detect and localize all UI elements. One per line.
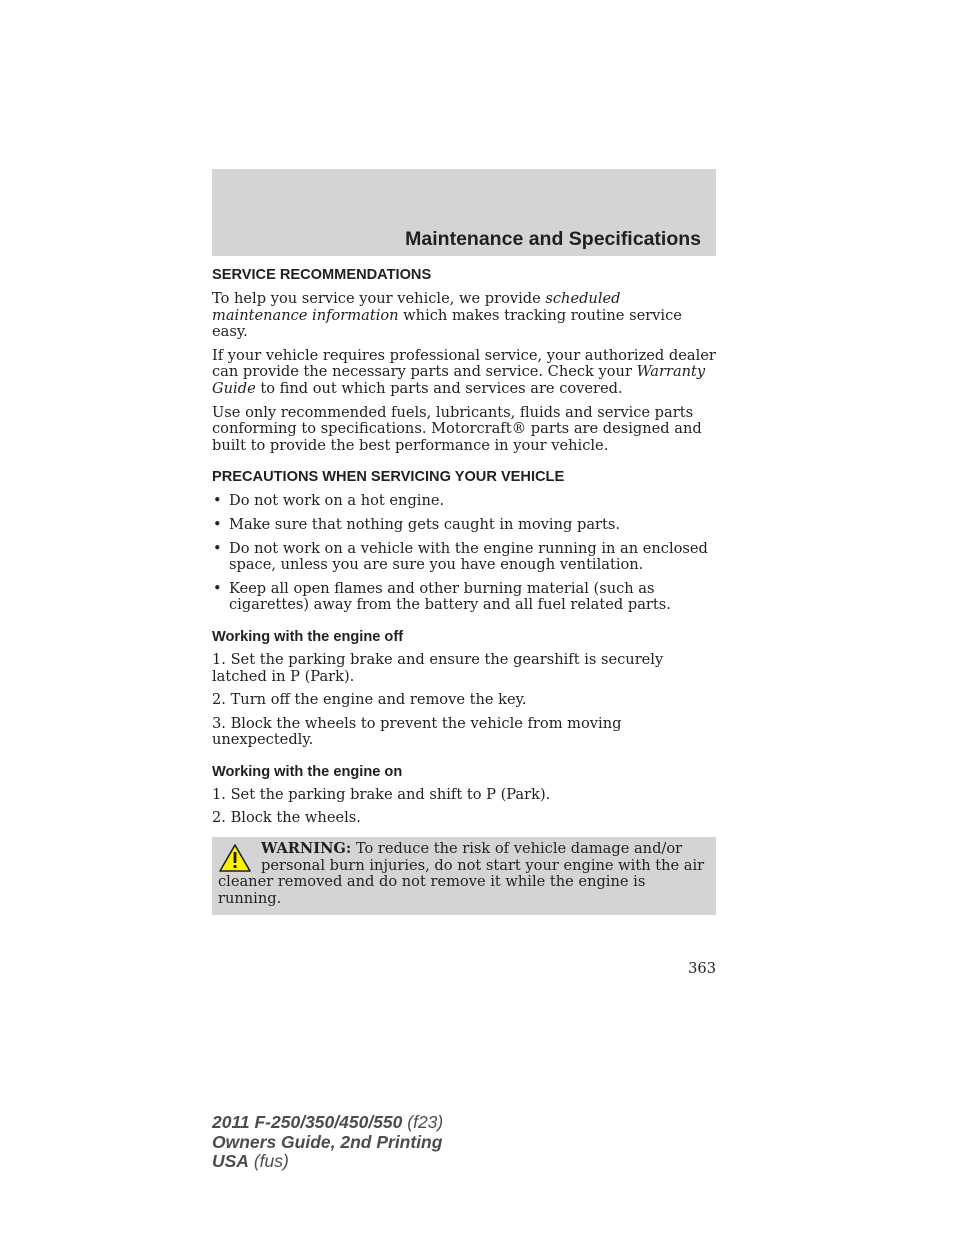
service-p1-text-end: which makes tracking routine service easy.: [212, 306, 682, 341]
list-item-text: Keep all open flames and other burning material (such as cigarettes) away from the battery and all fuel related parts.: [229, 579, 671, 614]
step-item: 2. Turn off the engine and remove the key.: [212, 691, 527, 709]
footer-model-code: (f23): [402, 1112, 444, 1132]
step-item: 2. Block the wheels.: [212, 809, 361, 827]
list-item-text: Do not work on a hot engine.: [229, 492, 445, 510]
footer-line-1: [212, 1113, 443, 1133]
service-p2-text-end: to find out which parts and services are covered.: [255, 379, 623, 397]
section-title: Maintenance and Specifications: [405, 228, 701, 250]
footer-line-3: [212, 1152, 443, 1172]
list-item: [212, 541, 716, 574]
footer-market-code: (fus): [248, 1151, 289, 1171]
warning-text: To reduce the risk of vehicle damage and/or personal burn injuries, do not start your engine with the air cleaner removed and do not remove it while the engine is running.: [218, 840, 705, 907]
precautions-heading: PRECAUTIONS WHEN SERVICING YOUR VEHICLE: [212, 469, 565, 486]
service-paragraph-2: [212, 348, 716, 398]
service-p2-text: If your vehicle requires professional service, your authorized dealer can provide the necessary parts and service. Check your: [212, 346, 716, 381]
precautions-list: [212, 493, 716, 614]
engine-on-steps: [212, 787, 716, 827]
document-footer: [212, 1113, 443, 1172]
service-p2-emphasis: Warranty Guide: [212, 363, 706, 397]
step-item: 1. Set the parking brake and shift to P (Park).: [212, 785, 551, 803]
engine-off-steps: [212, 652, 716, 749]
list-item-text: Do not work on a vehicle with the engine running in an enclosed space, unless you are sure you have enough ventilation.: [229, 539, 708, 574]
list-item: [212, 581, 716, 614]
page-content: [212, 266, 716, 915]
service-paragraph-1: [212, 291, 716, 341]
warning-box: [212, 837, 716, 915]
footer-market: USA: [212, 1151, 249, 1171]
warning-label: WARNING:: [261, 840, 352, 858]
bullet-icon: •: [213, 539, 222, 557]
list-item: [212, 517, 716, 534]
footer-model: 2011 F-250/350/450/550: [212, 1112, 403, 1132]
bullet-icon: •: [213, 515, 222, 533]
step-item: 3. Block the wheels to prevent the vehicle from moving unexpectedly.: [212, 714, 622, 749]
bullet-icon: •: [213, 492, 222, 510]
service-paragraph-3: Use only recommended fuels, lubricants, fluids and service parts conforming to specifications. Motorcraft® parts are designed and built to provide the best performance in your vehicle.: [212, 403, 702, 454]
list-item: [212, 493, 716, 510]
service-p1-text: To help you service your vehicle, we provide: [212, 290, 546, 307]
service-p1-emphasis: scheduled maintenance information: [212, 290, 621, 324]
bullet-icon: •: [213, 579, 222, 597]
footer-line-2: Owners Guide, 2nd Printing: [212, 1131, 443, 1152]
warning-triangle-icon: [218, 843, 252, 873]
section-header-band: [212, 169, 716, 256]
step-item: 1. Set the parking brake and ensure the gearshift is securely latched in P (Park).: [212, 650, 664, 685]
engine-on-heading: Working with the engine on: [212, 763, 403, 780]
service-recommendations-heading: SERVICE RECOMMENDATIONS: [212, 267, 432, 283]
page-number: 363: [688, 960, 716, 977]
list-item-text: Make sure that nothing gets caught in moving parts.: [229, 515, 620, 533]
engine-off-heading: Working with the engine off: [212, 628, 404, 645]
